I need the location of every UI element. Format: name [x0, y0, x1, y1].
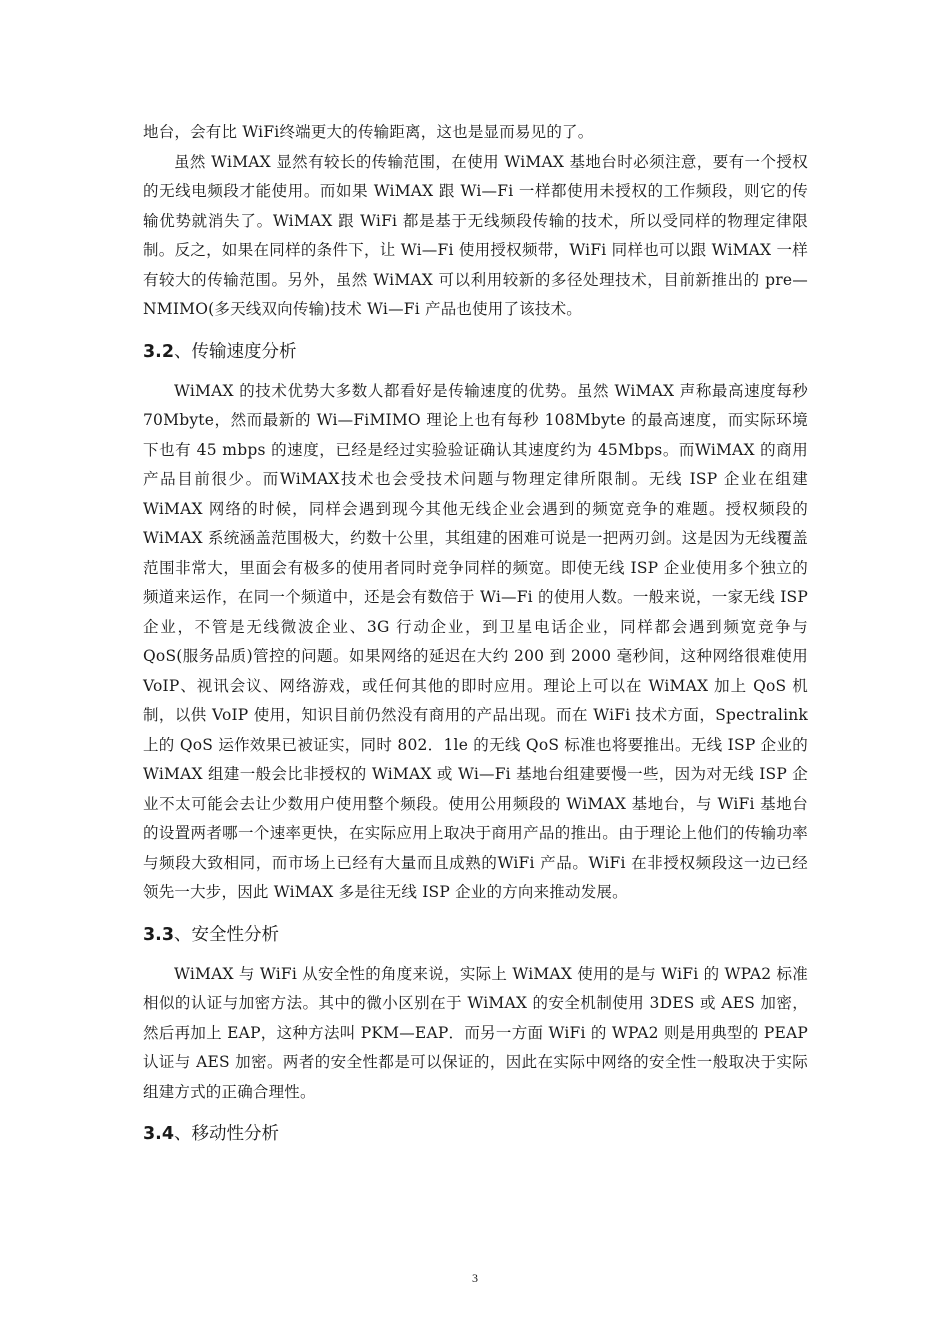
- document-body: [143, 118, 808, 1159]
- section-number: 3.2: [143, 341, 175, 362]
- paragraph-security-analysis: WiMAX 与 WiFi 从安全性的角度来说，实际上 WiMAX 使用的是与 WiFi 的 WPA2 标准相似的认证与加密方法。其中的微小区别在于 WiMAX 的安全机制使用 3DES 或 AES 加密，然后再加上 EAP，这种方法叫 PKM—EAP．而另一方面 WiFi 的 WPA2 则是用典型的 PEAP 认证与 AES 加密。两者的安全性都是可以保证的，因此在实际中网络的安全性一般取决于实际组建方式的正确合理性。: [143, 964, 808, 1101]
- paragraph-speed-analysis: WiMAX 的技术优势大多数人都看好是传输速度的优势。虽然 WiMAX 声称最高速度每秒 70Mbyte，然而最新的 Wi—FiMIMO 理论上也有每秒 108Mbyte 的最高速度，而实际环境下也有 45 mbps 的速度，已经是经过实验验证确认其速度约为 45Mbps。而WiMAX 的商用产品目前很少。而WiMAX技术也会受技术问题与物理定律所限制。无线 ISP 企业在组建 WiMAX 网络的时候，同样会遇到现今其他无线企业会遇到的频宽竞争的难题。授权频段的 WiMAX 系统涵盖范围极大，约数十公里，其组建的困难可说是一把两刃剑。这是因为无线覆盖范围非常大，里面会有极多的使用者同时竞争同样的频宽。即使无线 ISP 企业使用多个独立的频道来运作，在同一个频道中，还是会有数倍于 Wi—Fi 的使用人数。一般来说，一家无线 ISP 企业，不管是无线微波企业、3G 行动企业，到卫星电话企业，同样都会遇到频宽竞争与 QoS(服务品质)管控的问题。如果网络的延迟在大约 200 到 2000 毫秒间，这种网络很难使用 VoIP、视讯会议、网络游戏，或任何其他的即时应用。理论上可以在 WiMAX 加上 QoS 机制，以供 VoIP 使用，知识目前仍然没有商用的产品出现。而在 WiFi 技术方面，Spectralink 上的 QoS 运作效果已被证实，同时 802．1le 的无线 QoS 标准也将要推出。无线 ISP 企业的 WiMAX 组建一般会比非授权的 WiMAX 或 Wi—Fi 基地台组建要慢一些，因为对无线 ISP 企业不太可能会去让少数用户使用整个频段。使用公用频段的 WiMAX 基地台，与 WiFi 基地台的设置两者哪一个速率更快，在实际应用上取决于商用产品的推出。由于理论上他们的传输功率与频段大致相同，而市场上已经有大量而且成熟的WiFi 产品。WiFi 在非授权频段这一边已经领先一大步，因此 WiMAX 多是往无线 ISP 企业的方向来推动发展。: [143, 381, 808, 901]
- section-title: 、安全性分析: [174, 924, 280, 945]
- paragraph-continuation: 地台，会有比 WiFi终端更大的传输距离，这也是显而易见的了。: [143, 123, 594, 141]
- section-heading-3-3: [143, 920, 808, 950]
- section-title: 、移动性分析: [174, 1124, 280, 1144]
- section-title: 、传输速度分析: [174, 341, 297, 362]
- paragraph-range-comparison: 虽然 WiMAX 显然有较长的传输范围，在使用 WiMAX 基地台时必须注意，要有一个授权的无线电频段才能使用。而如果 WiMAX 跟 Wi—Fi 一样都使用未授权的工作频段，则它的传输优势就消失了。WiMAX 跟 WiFi 都是基于无线频段传输的技术，所以受同样的物理定律限制。反之，如果在同样的条件下，让 Wi—Fi 使用授权频带，WiFi 同样也可以跟 WiMAX 一样有较大的传输范围。另外，虽然 WiMAX 可以利用较新的多径处理技术，目前新推出的 pre—NMIMO(多天线双向传输)技术 Wi—Fi 产品也使用了该技术。: [143, 152, 808, 318]
- page-number: 3: [472, 1271, 478, 1285]
- section-heading-3-4: [143, 1119, 808, 1149]
- section-number: 3.3: [143, 924, 175, 945]
- section-number: 3.4: [143, 1124, 175, 1144]
- section-heading-3-2: [143, 337, 808, 367]
